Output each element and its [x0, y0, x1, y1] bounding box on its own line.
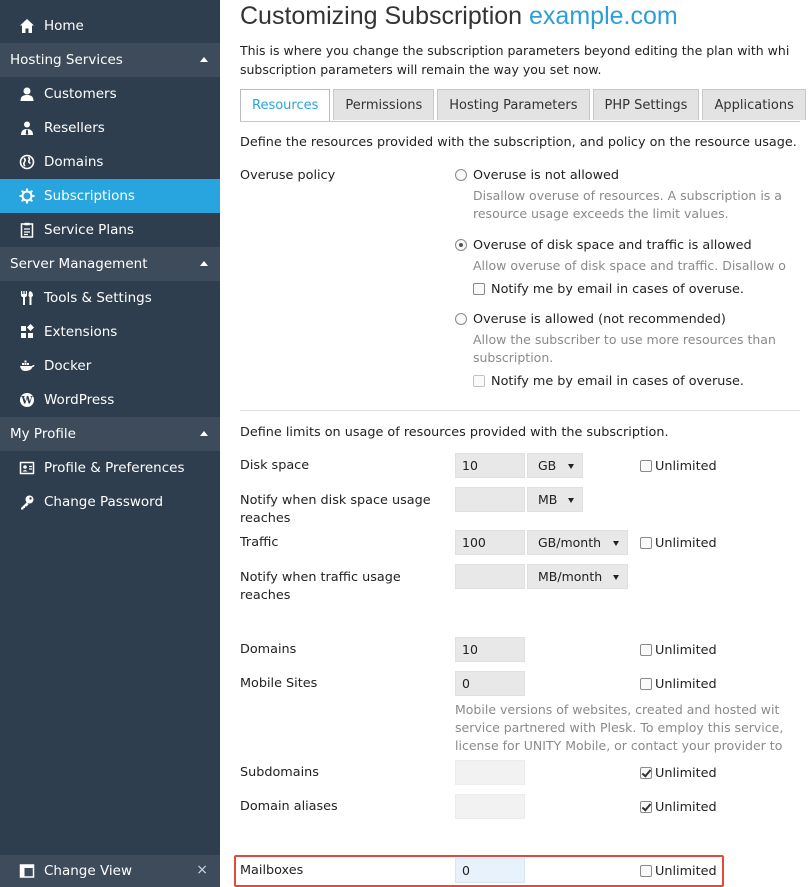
overuse-policy-label: Overuse policy	[240, 168, 336, 183]
nav-change-password-label: Change Password	[44, 494, 164, 510]
notify-disk-input[interactable]	[455, 487, 525, 512]
traffic-input[interactable]: 100	[455, 530, 525, 555]
mailboxes-unlimited-label: Unlimited	[655, 864, 717, 879]
nav-wordpress-label: WordPress	[44, 392, 115, 408]
section-hosting-services[interactable]	[0, 43, 220, 77]
sidebar	[0, 0, 220, 887]
nav-tools-settings[interactable]	[0, 281, 220, 315]
wordpress-icon	[18, 391, 36, 409]
domain-aliases-label: Domain aliases	[240, 799, 338, 814]
mobile-sites-hint-2: service partnered with Plesk. To employ this service,	[455, 720, 784, 735]
domains-unlimited-label: Unlimited	[655, 643, 717, 658]
subdomains-unlimited-checkbox[interactable]	[640, 767, 652, 779]
nav-extensions[interactable]	[0, 315, 220, 349]
tab-divider	[240, 121, 800, 122]
subdomains-unlimited-label: Unlimited	[655, 766, 717, 781]
nav-service-plans[interactable]	[0, 213, 220, 247]
globe-icon	[18, 153, 36, 171]
resources-intro: Define the resources provided with the subscription, and policy on the resource usage.	[240, 135, 797, 150]
domain-aliases-unlimited-checkbox[interactable]	[640, 801, 652, 813]
subscription-link[interactable]: example.com	[529, 2, 678, 30]
notify-overuse-disabled-checkbox[interactable]	[473, 375, 485, 387]
section-my-profile[interactable]	[0, 417, 220, 451]
notify-disk-label	[240, 492, 431, 528]
dropdown-arrow-icon	[613, 541, 619, 546]
nav-resellers-label: Resellers	[44, 120, 105, 136]
svg-text:W: W	[21, 395, 33, 407]
domain-aliases-input[interactable]	[455, 794, 525, 819]
tools-icon	[18, 289, 36, 307]
page-title	[240, 2, 678, 31]
nav-docker[interactable]	[0, 349, 220, 383]
section-hosting-services-label: Hosting Services	[10, 52, 123, 68]
overuse-not-allowed-radio[interactable]	[455, 169, 467, 181]
gear-icon	[18, 187, 36, 205]
nav-home[interactable]	[0, 9, 220, 43]
overuse-allowed-radio[interactable]	[455, 313, 467, 325]
nav-profile-preferences[interactable]	[0, 451, 220, 485]
domains-unlimited-checkbox[interactable]	[640, 644, 652, 656]
notify-traffic-unit-value: MB/month	[538, 569, 603, 584]
overuse-not-allowed-label: Overuse is not allowed	[473, 168, 620, 183]
change-view-label: Change View	[44, 863, 133, 879]
change-view-bar[interactable]	[0, 855, 220, 887]
clipboard-icon	[18, 221, 36, 239]
nav-subscriptions-label: Subscriptions	[44, 188, 135, 204]
section-divider	[240, 410, 800, 411]
nav-profile-preferences-label: Profile & Preferences	[44, 460, 185, 476]
limits-intro: Define limits on usage of resources provided with the subscription.	[240, 425, 669, 440]
disk-space-input[interactable]: 10	[455, 453, 525, 478]
key-icon	[18, 493, 36, 511]
tab-php-settings[interactable]: PHP Settings	[593, 89, 700, 120]
traffic-unit-value: GB/month	[538, 535, 602, 550]
docker-icon	[18, 357, 36, 375]
notify-disk-unit-select[interactable]	[527, 487, 583, 512]
notify-traffic-label	[240, 569, 401, 605]
disk-space-unlimited-checkbox[interactable]	[640, 460, 652, 472]
mailboxes-label: Mailboxes	[240, 863, 304, 878]
mobile-sites-input[interactable]: 0	[455, 671, 525, 696]
notify-disk-label-line-2: reaches	[240, 511, 291, 526]
disk-space-label: Disk space	[240, 458, 310, 473]
overuse-disk-traffic-label: Overuse of disk space and traffic is allowed	[473, 238, 752, 253]
nav-service-plans-label: Service Plans	[44, 222, 134, 238]
section-server-management[interactable]	[0, 247, 220, 281]
notify-traffic-unit-select[interactable]	[527, 564, 628, 589]
notify-disk-unit-value: MB	[538, 492, 558, 507]
dropdown-arrow-icon	[568, 498, 574, 503]
nav-customers-label: Customers	[44, 86, 117, 102]
main-content	[220, 0, 797, 887]
domains-label: Domains	[240, 642, 297, 657]
nav-extensions-label: Extensions	[44, 324, 118, 340]
nav-resellers[interactable]	[0, 111, 220, 145]
caret-up-icon	[200, 261, 208, 266]
overuse-not-allowed-hint-1: Disallow overuse of resources. A subscription is a	[473, 188, 782, 203]
overuse-disk-traffic-radio[interactable]	[455, 239, 467, 251]
mobile-sites-unlimited-label: Unlimited	[655, 677, 717, 692]
close-icon[interactable]: ×	[196, 862, 208, 878]
disk-space-unlimited-label: Unlimited	[655, 459, 717, 474]
tab-resources[interactable]: Resources	[240, 89, 330, 121]
subdomains-input[interactable]	[455, 760, 525, 785]
mobile-sites-unlimited-checkbox[interactable]	[640, 678, 652, 690]
notify-traffic-label-line-2: reaches	[240, 588, 291, 603]
traffic-unlimited-checkbox[interactable]	[640, 537, 652, 549]
nav-domains-label: Domains	[44, 154, 104, 170]
notify-traffic-label-line-1: Notify when traffic usage	[240, 570, 401, 585]
nav-docker-label: Docker	[44, 358, 92, 374]
nav-wordpress[interactable]	[0, 383, 220, 417]
overuse-allowed-hint-1: Allow the subscriber to use more resources than	[473, 332, 776, 347]
page-title-text: Customizing Subscription	[240, 2, 523, 30]
dropdown-arrow-icon	[613, 575, 619, 580]
mobile-sites-label: Mobile Sites	[240, 676, 318, 691]
mobile-sites-hint-3: license for UNITY Mobile, or contact your provider to	[455, 738, 783, 753]
intro-line-1: This is where you change the subscription parameters beyond editing the plan with whi	[240, 43, 790, 58]
window-icon	[18, 862, 36, 880]
tab-permissions[interactable]: Permissions	[333, 89, 434, 120]
tab-bar	[240, 89, 809, 121]
notify-disk-label-line-1: Notify when disk space usage	[240, 493, 431, 508]
overuse-allowed-hint-2: subscription.	[473, 350, 554, 365]
section-my-profile-label: My Profile	[10, 426, 76, 442]
nav-home-label: Home	[44, 18, 84, 34]
nav-subscriptions[interactable]	[0, 179, 220, 213]
notify-overuse-checkbox[interactable]	[473, 283, 485, 295]
home-icon	[18, 17, 36, 35]
nav-tools-settings-label: Tools & Settings	[44, 290, 152, 306]
nav-domains[interactable]	[0, 145, 220, 179]
subdomains-label: Subdomains	[240, 765, 319, 780]
user-icon	[18, 85, 36, 103]
traffic-unlimited-label: Unlimited	[655, 536, 717, 551]
reseller-icon	[18, 119, 36, 137]
nav-change-password[interactable]	[0, 485, 220, 519]
caret-up-icon	[200, 431, 208, 436]
mailboxes-input[interactable]: 0	[455, 858, 525, 883]
caret-up-icon	[200, 57, 208, 62]
tab-applications[interactable]: Applications	[702, 89, 805, 120]
overuse-disk-traffic-hint: Allow overuse of disk space and traffic. Disallow o	[473, 258, 786, 273]
domains-input[interactable]: 10	[455, 637, 525, 662]
notify-traffic-input[interactable]	[455, 564, 525, 589]
notify-overuse-disabled-label: Notify me by email in cases of overuse.	[491, 374, 744, 389]
traffic-unit-select[interactable]	[527, 530, 628, 555]
disk-space-unit-select[interactable]	[527, 453, 583, 478]
overuse-allowed-label: Overuse is allowed (not recommended)	[473, 312, 726, 327]
mobile-sites-hint-1: Mobile versions of websites, created and hosted wit	[455, 702, 780, 717]
notify-overuse-label: Notify me by email in cases of overuse.	[491, 282, 744, 297]
extensions-icon	[18, 323, 36, 341]
profile-card-icon	[18, 459, 36, 477]
traffic-label: Traffic	[240, 535, 279, 550]
nav-customers[interactable]	[0, 77, 220, 111]
page-intro	[240, 41, 790, 79]
disk-space-unit-value: GB	[538, 458, 557, 473]
mailboxes-highlight-box	[234, 855, 724, 887]
section-server-management-label: Server Management	[10, 256, 148, 272]
tab-hosting-parameters[interactable]: Hosting Parameters	[437, 89, 589, 120]
overuse-not-allowed-hint-2: resource usage exceeds the limit values.	[473, 206, 729, 221]
intro-line-2: subscription parameters will remain the way you set now.	[240, 62, 602, 77]
dropdown-arrow-icon	[568, 464, 574, 469]
domain-aliases-unlimited-label: Unlimited	[655, 800, 717, 815]
